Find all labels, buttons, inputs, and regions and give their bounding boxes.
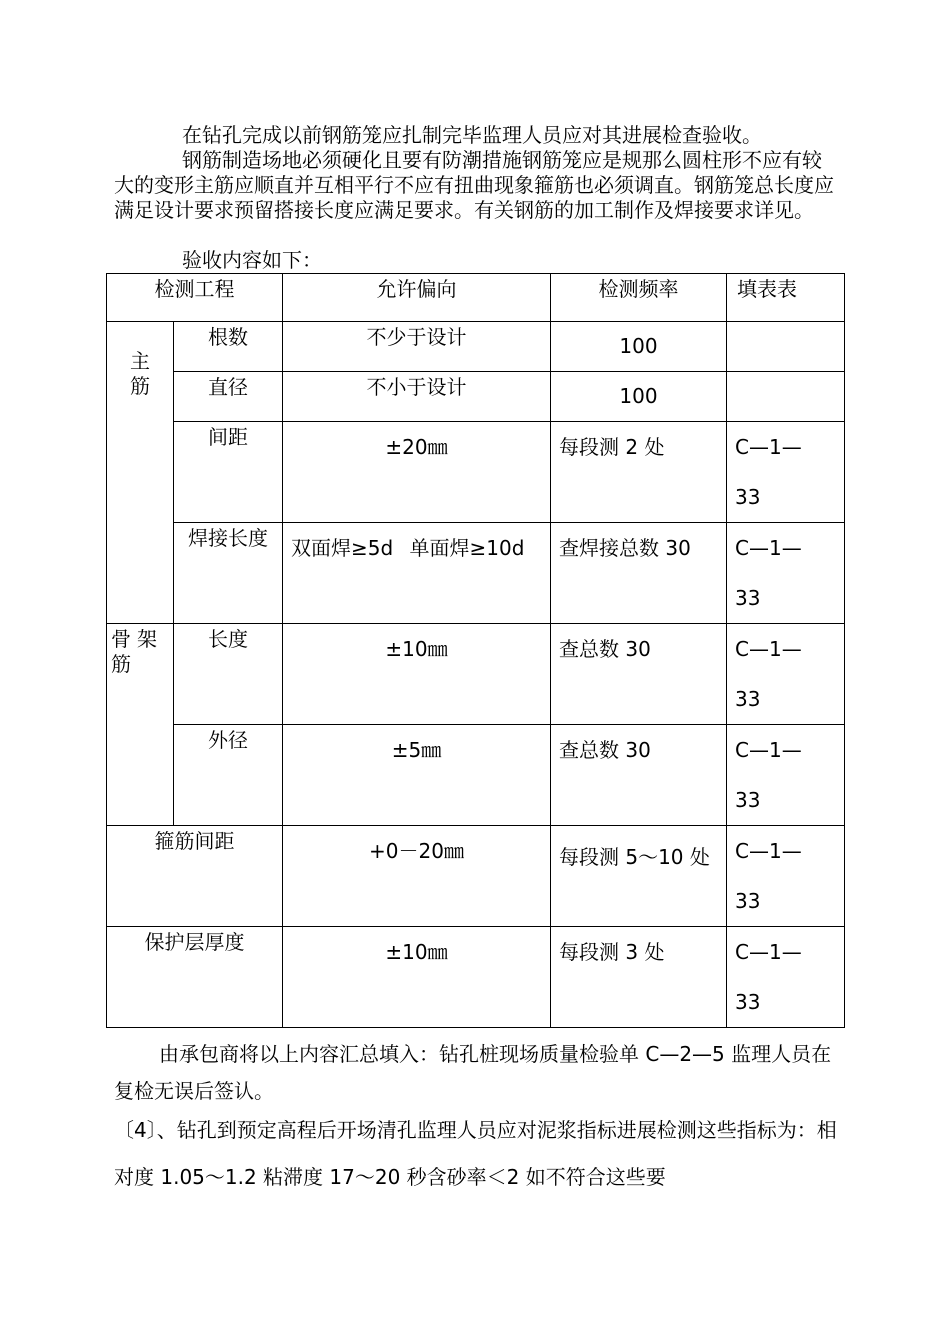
header-tolerance: 允许偏向 [283, 274, 551, 322]
header-form: 填表表 [727, 274, 845, 322]
table-row [107, 725, 845, 826]
table-row [107, 372, 845, 422]
table-row [107, 826, 845, 927]
group-main-label [107, 322, 174, 624]
row-item: 长度 [174, 624, 283, 725]
row-frequency: 查总数 30 [551, 725, 727, 826]
row-item: 焊接长度 [174, 523, 283, 624]
table-header-row [107, 274, 845, 322]
table-row [107, 927, 845, 1028]
acceptance-table [106, 273, 845, 1028]
table-row [107, 624, 845, 725]
group-frame-text: 骨架筋 [111, 627, 163, 676]
row-tolerance: ±20㎜ [283, 422, 551, 523]
row-frequency: 每段测 5～10 处 [551, 826, 727, 927]
row-form [727, 372, 845, 422]
row-item: 保护层厚度 [107, 927, 283, 1028]
row-form: C—1—33 [727, 422, 845, 523]
row-item: 外径 [174, 725, 283, 826]
row-frequency: 100 [551, 372, 727, 422]
row-frequency: 100 [551, 322, 727, 372]
row-tolerance: ±10㎜ [283, 927, 551, 1028]
table-row [107, 322, 845, 372]
table-row [107, 422, 845, 523]
paragraph-hole-cleaning: 〔4〕、钻孔到预定高程后开场清孔监理人员应对泥浆指标进展检测这些指标为：相对度 1.05～1.2 粘滞度 17～20 秒含砂率＜2 如不符合这些要 [114, 1118, 837, 1189]
row-item: 箍筋间距 [107, 826, 283, 927]
row-frequency: 查总数 30 [551, 624, 727, 725]
paragraph-contractor-summary: 由承包商将以上内容汇总填入：钻孔桩现场质量检验单 C—2—5 监理人员在复检无误后签认。 [114, 1042, 832, 1103]
row-tolerance: 不小于设计 [283, 372, 551, 422]
row-tolerance: 双面焊≥5d 单面焊≥10d [283, 523, 551, 624]
row-form: C—1—33 [727, 826, 845, 927]
row-frequency: 每段测 3 处 [551, 927, 727, 1028]
row-tolerance: +0－20㎜ [283, 826, 551, 927]
paragraph-inspection-intro: 在钻孔完成以前钢筋笼应扎制完毕监理人员应对其进展检查验收。 [182, 123, 762, 147]
row-form: C—1—33 [727, 927, 845, 1028]
table-row [107, 523, 845, 624]
row-form: C—1—33 [727, 624, 845, 725]
group-main-text: 主筋 [130, 349, 150, 398]
row-frequency: 每段测 2 处 [551, 422, 727, 523]
row-tolerance: ±10㎜ [283, 624, 551, 725]
paragraph-acceptance-lead: 验收内容如下： [182, 248, 322, 272]
group-frame-label [107, 624, 174, 826]
row-form: C—1—33 [727, 523, 845, 624]
row-form: C—1—33 [727, 725, 845, 826]
paragraph-rebar-requirements: 钢筋制造场地必须硬化且要有防潮措施钢筋笼应是规那么圆柱形不应有较大的变形主筋应顺直并互相平行不应有扭曲现象箍筋也必须调直。钢筋笼总长度应满足设计要求预留搭接长度应满足要求。有关钢筋的加工制作及焊接要求详见。 [114, 148, 834, 222]
row-frequency: 查焊接总数 30 [551, 523, 727, 624]
row-item: 根数 [174, 322, 283, 372]
row-tolerance: ±5㎜ [283, 725, 551, 826]
header-frequency: 检测频率 [551, 274, 727, 322]
row-tolerance: 不少于设计 [283, 322, 551, 372]
header-item: 检测工程 [107, 274, 283, 322]
row-item: 间距 [174, 422, 283, 523]
row-item: 直径 [174, 372, 283, 422]
row-form [727, 322, 845, 372]
